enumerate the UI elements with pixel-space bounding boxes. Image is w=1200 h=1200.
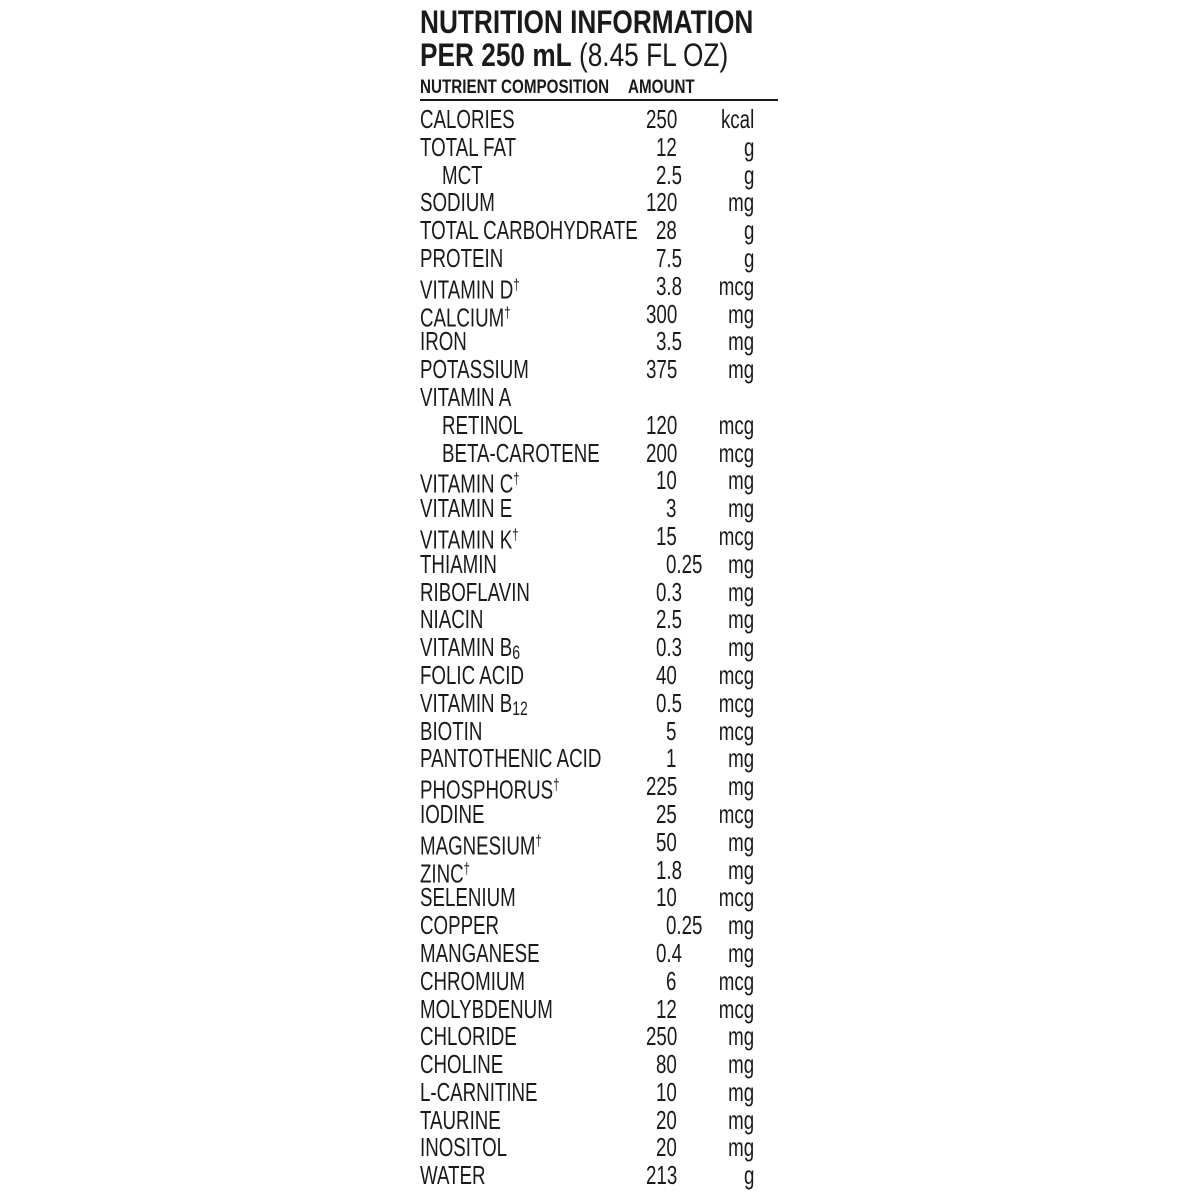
nutrient-amount: 7.5 xyxy=(656,242,683,273)
nutrient-row xyxy=(420,687,782,720)
nutrient-name: TAURINE xyxy=(420,1104,501,1135)
nutrient-unit: mcg xyxy=(718,882,754,913)
nutrient-amount: 1 xyxy=(666,743,677,774)
nutrient-row xyxy=(420,800,782,828)
nutrient-unit: g xyxy=(743,1160,754,1191)
nutrient-amount: 2.5 xyxy=(656,604,683,635)
nutrient-unit: g xyxy=(743,131,754,162)
nutrient-amount: 2.5 xyxy=(656,159,683,190)
vitamin-subscript: 6 xyxy=(512,642,521,665)
nutrient-row xyxy=(420,605,782,633)
nutrient-unit: mg xyxy=(727,1132,754,1163)
nutrient-row xyxy=(420,995,782,1023)
nutrient-name: PHOSPHORUS† xyxy=(420,774,560,805)
nutrient-name: SODIUM xyxy=(420,187,495,218)
nutrient-unit: mg xyxy=(727,548,754,579)
nutrient-unit: mg xyxy=(727,1104,754,1135)
nutrient-row xyxy=(420,494,782,522)
nutrient-row xyxy=(420,1106,782,1134)
nutrient-row xyxy=(420,1050,782,1078)
nutrient-unit: mcg xyxy=(718,715,754,746)
nutrient-unit: g xyxy=(743,215,754,246)
nutrient-unit: mcg xyxy=(718,659,754,690)
nutrient-amount: 20 xyxy=(656,1104,677,1135)
nutrient-unit: mg xyxy=(727,854,754,885)
nutrient-unit: mcg xyxy=(718,409,754,440)
nutrient-amount: 3.5 xyxy=(656,326,683,357)
nutrient-amount: 10 xyxy=(656,1076,677,1107)
dagger-mark: † xyxy=(463,860,470,878)
nutrient-row xyxy=(420,327,782,355)
nutrient-name: INOSITOL xyxy=(420,1132,508,1163)
nutrient-amount: 40 xyxy=(656,659,677,690)
nutrient-list xyxy=(420,105,782,1189)
nutrient-unit: mg xyxy=(727,743,754,774)
nutrient-name: COPPER xyxy=(420,910,500,941)
nutrient-row xyxy=(420,465,782,499)
nutrient-amount: 120 xyxy=(646,187,678,218)
nutrient-name: RETINOL xyxy=(442,409,524,440)
dagger-mark: † xyxy=(513,471,520,489)
nutrient-name: ZINC† xyxy=(420,858,470,889)
nutrient-unit: mcg xyxy=(718,965,754,996)
nutrient-unit: mg xyxy=(727,465,754,496)
nutrient-name: POTASSIUM xyxy=(420,354,529,385)
nutrient-unit: mg xyxy=(727,354,754,385)
nutrient-amount: 0.5 xyxy=(656,687,683,718)
nutrient-name: WATER xyxy=(420,1160,486,1191)
nutrient-unit: mg xyxy=(727,826,754,857)
nutrient-amount: 80 xyxy=(656,1049,677,1080)
column-header-nutrient: NUTRIENT COMPOSITION xyxy=(420,77,610,98)
nutrient-amount: 12 xyxy=(656,993,677,1024)
nutrient-unit: mg xyxy=(727,1049,754,1080)
nutrient-name: MCT xyxy=(442,159,483,190)
nutrient-row xyxy=(420,1161,782,1189)
nutrient-amount: 3 xyxy=(666,493,677,524)
nutrient-name: VITAMIN A xyxy=(420,381,512,412)
nutrient-amount: 0.25 xyxy=(666,910,703,941)
nutrient-amount: 12 xyxy=(656,131,677,162)
nutrient-row xyxy=(420,826,782,861)
nutrient-row xyxy=(420,550,782,578)
nutrient-name: IODINE xyxy=(420,798,485,829)
nutrient-row xyxy=(420,105,782,133)
nutrient-unit: mg xyxy=(727,937,754,968)
nutrient-row xyxy=(420,355,782,383)
serving-size-metric: PER 250 mL xyxy=(420,37,572,73)
nutrient-row xyxy=(420,854,782,889)
dagger-mark: † xyxy=(513,276,520,294)
nutrient-amount: 50 xyxy=(656,826,677,857)
nutrient-row xyxy=(420,244,782,272)
nutrient-row xyxy=(420,439,782,467)
nutrient-amount: 225 xyxy=(646,771,678,802)
nutrient-row xyxy=(420,161,782,189)
nutrient-amount: 15 xyxy=(656,520,677,551)
nutrient-name: SELENIUM xyxy=(420,882,516,913)
nutrient-row xyxy=(420,1022,782,1050)
nutrient-amount: 20 xyxy=(656,1132,677,1163)
nutrient-amount: 0.3 xyxy=(656,576,683,607)
nutrient-amount: 375 xyxy=(646,354,678,385)
nutrient-row xyxy=(420,270,782,305)
nutrient-name: CHLORIDE xyxy=(420,1021,517,1052)
nutrient-unit: g xyxy=(743,242,754,273)
nutrient-amount: 3.8 xyxy=(656,270,683,301)
dagger-mark: † xyxy=(504,304,511,322)
serving-size xyxy=(420,39,728,73)
nutrient-unit: g xyxy=(743,159,754,190)
nutrient-unit: mg xyxy=(727,771,754,802)
dagger-mark: † xyxy=(535,832,542,850)
nutrient-amount: 10 xyxy=(656,882,677,913)
nutrient-amount: 0.25 xyxy=(666,548,703,579)
nutrient-row xyxy=(420,298,782,333)
nutrient-row xyxy=(420,188,782,216)
nutrient-name: TOTAL FAT xyxy=(420,131,517,162)
nutrient-unit: mcg xyxy=(718,520,754,551)
nutrient-name: CALCIUM† xyxy=(420,302,511,333)
nutrient-amount: 250 xyxy=(646,104,678,134)
dagger-mark: † xyxy=(512,526,519,544)
nutrient-unit: mcg xyxy=(718,270,754,301)
nutrient-name: CALORIES xyxy=(420,104,515,134)
nutrient-name: BIOTIN xyxy=(420,715,483,746)
nutrient-row xyxy=(420,771,782,805)
nutrient-row xyxy=(420,216,782,244)
nutrient-amount: 200 xyxy=(646,437,678,468)
nutrient-row xyxy=(420,1078,782,1106)
nutrient-name: VITAMIN E xyxy=(420,493,513,524)
vitamin-subscript: 12 xyxy=(512,697,528,720)
serving-size-imperial: (8.45 FL OZ) xyxy=(571,37,729,73)
nutrient-name: MANGANESE xyxy=(420,937,540,968)
nutrient-name: NIACIN xyxy=(420,604,484,635)
nutrient-amount: 6 xyxy=(666,965,677,996)
nutrient-unit: mg xyxy=(727,298,754,329)
nutrient-row xyxy=(420,967,782,995)
nutrient-row xyxy=(420,883,782,911)
nutrient-unit: mg xyxy=(727,493,754,524)
nutrition-panel xyxy=(420,6,782,1189)
nutrient-name: CHROMIUM xyxy=(420,965,526,996)
nutrient-name: VITAMIN C† xyxy=(420,468,520,499)
nutrient-name: VITAMIN $B_6$ xyxy=(420,632,521,665)
nutrient-row xyxy=(420,411,782,439)
nutrient-amount: 250 xyxy=(646,1021,678,1052)
column-header-amount: AMOUNT xyxy=(628,77,695,98)
nutrient-amount: 213 xyxy=(646,1160,678,1191)
nutrient-row xyxy=(420,744,782,772)
nutrient-row xyxy=(420,133,782,161)
nutrient-amount: 28 xyxy=(656,215,677,246)
nutrient-name: BETA-CAROTENE xyxy=(442,437,600,468)
nutrient-name: VITAMIN D† xyxy=(420,274,520,305)
nutrient-row xyxy=(420,632,782,665)
nutrient-row xyxy=(420,911,782,939)
nutrient-unit: mg xyxy=(727,910,754,941)
dagger-mark: † xyxy=(553,777,560,795)
nutrient-unit: mg xyxy=(727,187,754,218)
nutrient-unit: mcg xyxy=(718,437,754,468)
nutrient-name: VITAMIN K† xyxy=(420,524,519,555)
nutrient-name: PANTOTHENIC ACID xyxy=(420,743,602,774)
nutrient-name: MAGNESIUM† xyxy=(420,830,542,861)
nutrient-row xyxy=(420,717,782,745)
nutrient-name: MOLYBDENUM xyxy=(420,993,553,1024)
nutrient-unit: mg xyxy=(727,1076,754,1107)
nutrient-name: RIBOFLAVIN xyxy=(420,576,530,607)
nutrient-unit: mcg xyxy=(718,993,754,1024)
nutrient-name: IRON xyxy=(420,326,467,357)
nutrient-unit: mg xyxy=(727,1021,754,1052)
nutrient-amount: 10 xyxy=(656,465,677,496)
nutrient-name: VITAMIN $B_{12}$ xyxy=(420,687,528,720)
nutrient-amount: 120 xyxy=(646,409,678,440)
nutrient-name: CHOLINE xyxy=(420,1049,504,1080)
nutrient-name: TOTAL CARBOHYDRATE xyxy=(420,215,638,246)
nutrient-unit: mg xyxy=(727,632,754,663)
column-headers xyxy=(420,73,782,99)
nutrient-amount: 1.8 xyxy=(656,854,683,885)
nutrient-unit: mcg xyxy=(718,798,754,829)
nutrient-unit: mg xyxy=(727,576,754,607)
nutrient-amount: 5 xyxy=(666,715,677,746)
nutrient-name: FOLIC ACID xyxy=(420,659,525,690)
nutrient-name: PROTEIN xyxy=(420,242,504,273)
nutrient-unit: mg xyxy=(727,326,754,357)
nutrient-name: L-CARNITINE xyxy=(420,1076,538,1107)
nutrient-row xyxy=(420,1133,782,1161)
nutrient-amount: 300 xyxy=(646,298,678,329)
nutrient-row xyxy=(420,939,782,967)
panel-title: NUTRITION INFORMATION xyxy=(420,4,754,40)
nutrient-row xyxy=(420,661,782,689)
nutrient-unit: mg xyxy=(727,604,754,635)
nutrient-amount: 0.4 xyxy=(656,937,683,968)
nutrient-unit: kcal xyxy=(720,104,754,134)
nutrient-row xyxy=(420,383,782,411)
nutrient-row xyxy=(420,520,782,555)
nutrient-amount: 0.3 xyxy=(656,632,683,663)
nutrient-amount: 25 xyxy=(656,798,677,829)
nutrient-row xyxy=(420,578,782,606)
nutrient-name: THIAMIN xyxy=(420,548,497,579)
nutrient-unit: mcg xyxy=(718,687,754,718)
header-divider xyxy=(420,99,778,101)
